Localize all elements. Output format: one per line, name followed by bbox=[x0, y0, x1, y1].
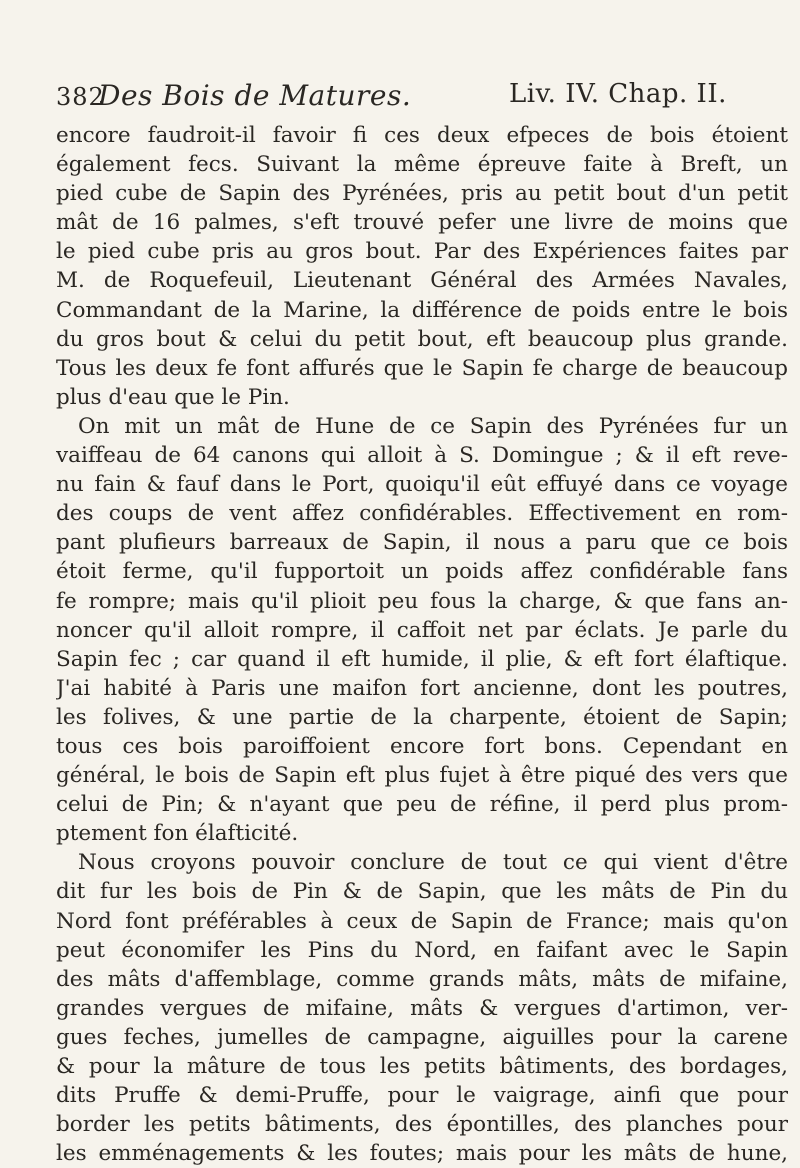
text-line: dits Pruffe & demi-Pruffe, pour le vaigrage, ainfi que pour bbox=[56, 1083, 788, 1109]
page-number: 382 bbox=[56, 83, 105, 111]
text-line: & pour la mâture de tous les petits bâtiments, des bordages, bbox=[56, 1054, 788, 1079]
text-line: les folives, & une partie de la charpente, étoient de Sapin; bbox=[56, 704, 788, 730]
text-line: fe rompre; mais qu'il plioit peu fous la charge, & que fans an- bbox=[56, 588, 788, 614]
text-line: dit fur les bois de Pin & de Sapin, que les mâts de Pin du bbox=[56, 879, 788, 905]
text-line: Tous les deux fe font affurés que le Sapin fe charge de beaucoup bbox=[56, 355, 788, 381]
text-line: également fecs. Suivant la même épreuve faite à Breft, un bbox=[56, 152, 788, 178]
text-line: gues feches, jumelles de campagne, aiguilles pour la carene bbox=[56, 1024, 788, 1050]
text-line: des coups de vent affez confidérables. Effectivement en rom- bbox=[56, 501, 788, 527]
text-line: tous ces bois paroiffoient encore fort bons. Cependant en bbox=[56, 733, 788, 759]
running-head-title: Des Bois de Matures. bbox=[98, 79, 412, 112]
text-line: border les petits bâtiments, des épontilles, des planches pour bbox=[56, 1112, 788, 1138]
text-line: encore faudroit-il favoir fi ces deux efpeces de bois étoient bbox=[56, 123, 788, 148]
text-line: Commandant de la Marine, la différence de poids entre le bois bbox=[56, 297, 788, 323]
text-line: des mâts d'affemblage, comme grands mâts, mâts de mifaine, bbox=[56, 966, 788, 992]
text-line: Nord font préférables à ceux de Sapin de France; mais qu'on bbox=[56, 908, 788, 934]
page-header bbox=[56, 79, 788, 119]
text-line: grandes vergues de mifaine, mâts & vergues d'artimon, ver- bbox=[56, 995, 788, 1021]
text-line: le pied cube pris au gros bout. Par des Expériences faites par bbox=[56, 239, 788, 265]
text-line: noncer qu'il alloit rompre, il caffoit net par éclats. Je parle du bbox=[56, 617, 788, 643]
text-line: ptement fon élafticité. bbox=[56, 821, 299, 847]
text-line: nu fain & fauf dans le Port, quoiqu'il eût effuyé dans ce voyage bbox=[56, 472, 788, 498]
text-line: Sapin fec ; car quand il eft humide, il plie, & eft fort élaftique. bbox=[56, 646, 788, 672]
text-line: On mit un mât de Hune de ce Sapin des Pyrénées fur un bbox=[78, 413, 788, 439]
text-line: général, le bois de Sapin eft plus fujet à être piqué des vers que bbox=[56, 763, 788, 789]
text-line: plus d'eau que le Pin. bbox=[56, 384, 290, 410]
text-line: pied cube de Sapin des Pyrénées, pris au petit bout d'un petit bbox=[56, 181, 788, 207]
text-line: J'ai habité à Paris une maifon fort ancienne, dont les poutres, bbox=[56, 675, 788, 701]
text-line: étoit ferme, qu'il fupportoit un poids affez confidérable fans bbox=[56, 559, 788, 585]
text-line: vaiffeau de 64 canons qui alloit à S. Domingue ; & il eft reve- bbox=[56, 443, 788, 469]
text-line: pant plufieurs barreaux de Sapin, il nous a paru que ce bois bbox=[56, 530, 788, 556]
text-line: peut économifer les Pins du Nord, en faifant avec le Sapin bbox=[56, 937, 788, 963]
text-line: mât de 16 palmes, s'eft trouvé pefer une livre de moins que bbox=[56, 210, 788, 236]
text-line: les emménagements & les foutes; mais pour les mâts de hune, bbox=[56, 1141, 788, 1167]
text-line: celui de Pin; & n'ayant que peu de réfine, il perd plus prom- bbox=[56, 792, 788, 818]
text-line: du gros bout & celui du petit bout, eft beaucoup plus grande. bbox=[56, 326, 788, 352]
running-head-chapter: Liv. IV. Chap. II. bbox=[509, 79, 727, 109]
text-line: M. de Roquefeuil, Lieutenant Général des Armées Navales, bbox=[56, 268, 788, 294]
body-text bbox=[56, 121, 788, 1168]
text-line: Nous croyons pouvoir conclure de tout ce qui vient d'être bbox=[78, 850, 788, 876]
